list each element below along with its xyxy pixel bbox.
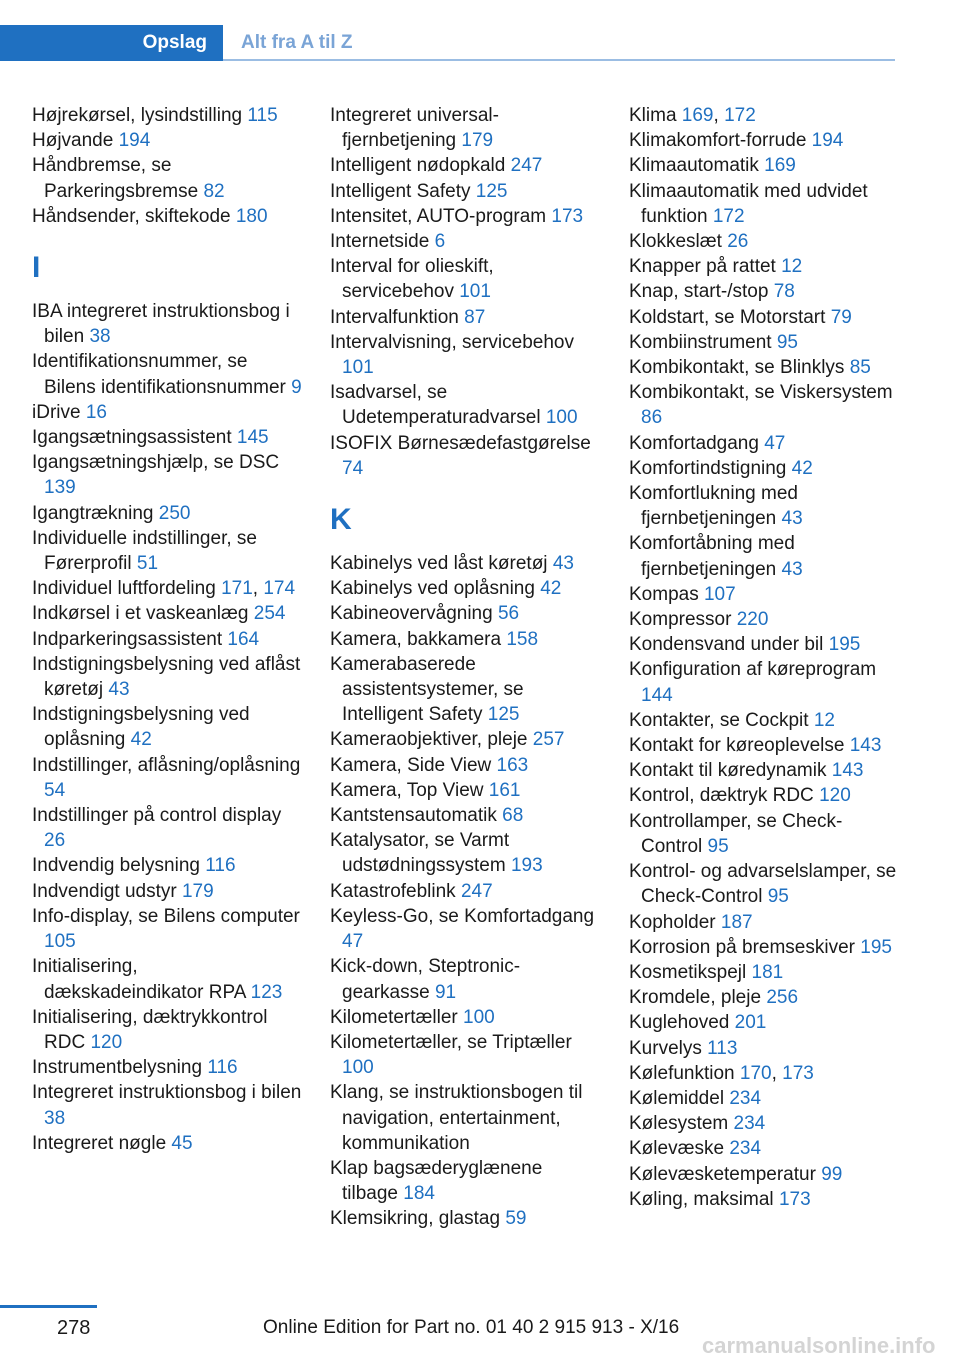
page-link[interactable]: 95 (707, 835, 729, 857)
index-entry (330, 179, 600, 204)
index-entry (32, 1055, 302, 1080)
entry-text: Kontakter, se Cockpit (629, 709, 809, 731)
index-entry (629, 128, 897, 153)
entry-text: Kølefunktion (629, 1062, 735, 1084)
page-link[interactable]: 187 (720, 911, 753, 933)
index-entry (629, 758, 897, 783)
page-link[interactable]: 195 (828, 634, 861, 656)
page-link[interactable]: 56 (497, 603, 520, 625)
entry-text: Indstillinger, aflåsning/oplåsning (32, 754, 301, 776)
page-link[interactable]: 68 (502, 805, 524, 827)
index-entry (629, 179, 897, 229)
entry-text: Kontrol- og advarselslamper, se Check-Control (629, 861, 897, 908)
index-entry (629, 1036, 897, 1061)
entry-text: Interval for olieskift, servicebehov (330, 256, 494, 303)
page-link[interactable]: 173 (782, 1062, 814, 1084)
page-link[interactable]: 120 (819, 785, 851, 807)
index-column-2 (330, 103, 600, 1232)
entry-text: Kameraobjektiver, pleje (330, 729, 528, 751)
entry-text: Kamera, bakkamera (330, 628, 502, 650)
entry-text: Kurvelys (629, 1037, 702, 1059)
page-link[interactable]: 234 (729, 1138, 762, 1160)
page-link[interactable]: 100 (463, 1006, 495, 1028)
page-link[interactable]: 139 (44, 477, 76, 499)
page-link[interactable]: 120 (90, 1031, 123, 1053)
entry-text: Indvendigt udstyr (32, 880, 177, 902)
index-entry (629, 1086, 897, 1111)
page-link[interactable]: 143 (831, 760, 864, 782)
entry-text: Klimakomfort-forrude (629, 130, 807, 152)
page-link[interactable]: 95 (776, 331, 798, 353)
page-link[interactable]: 254 (253, 603, 286, 625)
page-link[interactable]: 145 (236, 427, 269, 449)
index-entry (629, 733, 897, 758)
index-entry (629, 809, 897, 859)
index-entry (32, 803, 302, 853)
page-link[interactable]: 9 (291, 376, 302, 398)
entry-text: Initialisering, dæktrykkontrol RDC (32, 1006, 268, 1053)
index-entry (330, 601, 600, 626)
index-entry (32, 753, 302, 803)
index-entry (32, 879, 302, 904)
footer-accent-line (0, 1305, 97, 1308)
entry-text: Integreret universal-fjernbetjening (330, 105, 499, 152)
entry-text: Knap, start-/stop (629, 281, 769, 303)
entry-text: Integreret instruktionsbog i bilen (32, 1082, 302, 1104)
index-entry (330, 753, 600, 778)
entry-text: Korrosion på bremseskiver (629, 936, 855, 958)
index-entry (629, 254, 897, 279)
entry-text: Kopholder (629, 911, 716, 933)
page-link[interactable]: 87 (464, 306, 486, 328)
page-link[interactable]: 115 (247, 105, 278, 126)
page-link[interactable]: 173 (551, 205, 584, 227)
index-entry (32, 904, 302, 954)
page-link[interactable]: 125 (487, 704, 520, 726)
entry-text: Højvande (32, 130, 114, 152)
index-entry (32, 501, 302, 526)
entry-text: Intensitet, AUTO-program (330, 205, 547, 227)
index-entry (32, 204, 302, 229)
index-entry (330, 727, 600, 752)
index-entry: Klima 169, 172 (629, 105, 756, 126)
header-bar (0, 25, 895, 61)
page-link[interactable]: 193 (510, 855, 543, 877)
index-entry (330, 380, 600, 430)
index-entry (629, 632, 897, 657)
page-link[interactable]: 125 (475, 180, 508, 202)
entry-text: Komfortåbning med fjernbetjeningen (629, 533, 795, 580)
page-link[interactable]: 250 (158, 502, 191, 524)
index-entry: Individuel luftfordeling 171, 174 (32, 578, 296, 600)
index-entry (32, 1080, 302, 1130)
entry-text: Kabinelys ved låst køretøj (330, 553, 548, 575)
index-entry (629, 431, 897, 456)
index-entry (32, 627, 302, 652)
entry-text: Kabineovervågning (330, 603, 493, 625)
index-entry (629, 1136, 897, 1161)
entry-text: Intervalvisning, servicebehov (330, 331, 574, 353)
index-entry (629, 456, 897, 481)
edition-text: Online Edition for Part no. 01 40 2 915 913 - X/16 (263, 1317, 680, 1338)
index-entry (330, 330, 600, 380)
page-link[interactable]: 256 (766, 987, 799, 1009)
index-entry (629, 582, 897, 607)
entry-text: Keyless-Go, se Komfortadgang (330, 905, 595, 927)
index-column-1 (32, 103, 302, 1156)
page-link[interactable]: 179 (181, 880, 214, 902)
page-link[interactable]: 47 (764, 432, 786, 454)
index-entry (330, 305, 600, 330)
page-link[interactable]: 220 (736, 609, 769, 631)
page-link[interactable]: 143 (849, 735, 882, 757)
index-entry (330, 1005, 600, 1030)
entry-text: Kontakt til køredynamik (629, 760, 827, 782)
index-entry (32, 526, 302, 576)
entry-text: Internetside (330, 231, 430, 253)
page-link[interactable]: 42 (791, 457, 813, 479)
entry-text: Igangsætningsassistent (32, 427, 232, 449)
page-link[interactable]: 82 (203, 180, 225, 202)
index-entry (330, 1156, 600, 1206)
page-link[interactable]: 173 (778, 1188, 811, 1210)
entry-text: Knapper på rattet (629, 256, 776, 278)
index-entry (330, 1030, 600, 1080)
page-link[interactable]: 161 (488, 779, 521, 801)
index-entry (32, 153, 302, 203)
index-entry (330, 828, 600, 878)
page-link[interactable]: 74 (342, 457, 364, 479)
page-link[interactable]: 26 (44, 830, 66, 852)
index-entry (629, 279, 897, 304)
entry-text: Kondensvand under bil (629, 634, 824, 656)
page-link[interactable]: 47 (342, 931, 364, 953)
index-entry (330, 551, 600, 576)
header-rule (223, 59, 895, 61)
entry-text: ISOFIX Børnesædefastgørelse (330, 432, 591, 454)
index-entry (629, 657, 897, 707)
page-link[interactable]: 116 (205, 855, 236, 877)
page-link[interactable]: 42 (130, 729, 152, 751)
index-entry (32, 1131, 302, 1156)
page-link[interactable]: 79 (830, 306, 852, 328)
entry-text: iDrive (32, 401, 81, 423)
page-link[interactable]: 43 (781, 558, 803, 580)
index-entry (330, 627, 600, 652)
entry-text: Indstigningsbelysning ved aflåst køretøj (32, 653, 301, 701)
entry-text: Komfortadgang (629, 432, 759, 454)
entry-text: Kontrol, dæktryk RDC (629, 785, 814, 807)
page-link[interactable]: 172 (724, 105, 756, 126)
index-entry (32, 425, 302, 450)
entry-text: Info-display, se Bilens computer (32, 905, 300, 927)
page-link[interactable]: 91 (434, 981, 457, 1003)
entry-text: Kombikontakt, se Blinklys (629, 357, 845, 379)
page-link[interactable]: 85 (849, 357, 871, 379)
index-entry (629, 153, 897, 178)
index-entry (330, 153, 600, 178)
entry-text: Individuelle indstillinger, se Førerprofil (32, 527, 257, 575)
page-link[interactable]: 51 (136, 553, 159, 575)
entry-text: IBA integreret instruktionsbog i bilen (32, 301, 290, 348)
page-link[interactable]: 169 (764, 155, 796, 177)
index-entry (629, 985, 897, 1010)
index-entry (32, 299, 302, 349)
page-link[interactable]: 164 (227, 628, 260, 650)
page-link[interactable]: 180 (235, 205, 268, 227)
entry-text: Klang, se instruktionsbogen til navigation, entertainment, kommunikation (330, 1082, 583, 1154)
page-link[interactable]: 12 (813, 709, 835, 731)
page-link[interactable]: 43 (108, 679, 130, 701)
page-link[interactable]: 99 (821, 1163, 843, 1185)
entry-text: Håndbremse, se Parkeringsbremse (32, 155, 199, 202)
watermark: carmanualsonline.info (702, 1333, 936, 1358)
entry-text: Igangtrækning (32, 502, 154, 524)
index-entry (32, 702, 302, 752)
entry-text: Indvendig belysning (32, 855, 200, 877)
page-link[interactable]: 12 (781, 256, 803, 278)
entry-text: Håndsender, skiftekode (32, 205, 231, 227)
page-link[interactable]: 54 (44, 779, 66, 801)
page-link[interactable]: 179 (461, 130, 494, 152)
index-entry (629, 607, 897, 632)
entry-text: Katalysator, se Varmt udstødningssystem (330, 830, 510, 877)
entry-text: Kølemiddel (629, 1087, 725, 1109)
entry-text: Katastrofeblink (330, 880, 456, 902)
page-link[interactable]: 43 (552, 553, 574, 575)
page-link[interactable]: 101 (342, 357, 374, 379)
page-link[interactable]: 201 (734, 1012, 767, 1034)
page-link[interactable]: 234 (729, 1087, 762, 1109)
entry-text: Kombiinstrument (629, 331, 772, 353)
page-link[interactable]: 107 (703, 583, 736, 605)
entry-text: Kromdele, pleje (629, 987, 762, 1009)
page-link[interactable]: 38 (44, 1107, 66, 1129)
index-entry (629, 1010, 897, 1035)
page-link[interactable]: 59 (505, 1208, 527, 1230)
entry-text: Instrumentbelysning (32, 1057, 203, 1079)
page-link[interactable]: 42 (540, 578, 562, 600)
entry-text: Klap bagsæderyglænene tilbage (330, 1157, 543, 1205)
entry-text: Klima (629, 105, 677, 126)
index-entry (32, 450, 302, 500)
section-letter: I (32, 251, 41, 285)
entry-text: Kontrollamper, se Check-Control (629, 810, 843, 857)
page-link[interactable]: 169 (681, 105, 714, 126)
index-entry (32, 103, 302, 128)
index-entry (330, 1080, 600, 1156)
page-link[interactable]: 101 (459, 281, 491, 303)
entry-text: Indstillinger på control display (32, 805, 282, 827)
index-entry (629, 481, 897, 531)
entry-text: Kosmetikspejl (629, 961, 747, 983)
page-link[interactable]: 100 (545, 407, 578, 429)
page-link[interactable]: 45 (171, 1132, 193, 1154)
page-link[interactable]: 95 (767, 886, 789, 908)
entry-text: Kontakt for køreoplevelse (629, 735, 845, 757)
page-link[interactable]: 43 (781, 508, 803, 530)
page-link[interactable]: 16 (85, 401, 107, 423)
entry-text: Kølesystem (629, 1113, 729, 1135)
entry-text: Kompressor (629, 609, 732, 631)
page-link[interactable]: 194 (811, 130, 844, 152)
index-entry (330, 879, 600, 904)
index-entry (330, 1206, 600, 1231)
index-column-3 (629, 103, 897, 1212)
index-entry (330, 204, 600, 229)
page-link[interactable]: 257 (532, 729, 565, 751)
entry-text: Kombikontakt, se Viskersystem (629, 382, 893, 404)
entry-text: Indparkeringsassistent (32, 628, 223, 650)
page-link[interactable]: 170 (739, 1062, 772, 1084)
page-link[interactable]: 171 (221, 578, 253, 600)
entry-text: Koldstart, se Motorstart (629, 306, 826, 328)
entry-text: Kølevæsketemperatur (629, 1163, 816, 1185)
page-link[interactable]: 247 (510, 155, 543, 177)
entry-text: Klokkeslæt (629, 231, 722, 253)
entry-text: Køling, maksimal (629, 1188, 774, 1210)
entry-text: Klemsikring, glastag (330, 1208, 501, 1230)
index-entry (629, 935, 897, 960)
index-entry (629, 1187, 897, 1212)
entry-text: Intervalfunktion (330, 306, 459, 328)
index-entry (330, 229, 600, 254)
index-entry (330, 904, 600, 954)
entry-text: Kilometertæller (330, 1006, 458, 1028)
entry-text: Kamerabaserede assistentsystemer, se Intelligent Safety (330, 653, 524, 726)
entry-text: Klimaautomatik med udvidet funktion (629, 180, 868, 227)
index-entry (32, 400, 302, 425)
index-entry (629, 305, 897, 330)
entry-text: Kamera, Side View (330, 754, 492, 776)
entry-text: Kølevæske (629, 1138, 725, 1160)
index-entry (32, 1005, 302, 1055)
page-link[interactable]: 184 (403, 1183, 435, 1205)
index-entry (629, 708, 897, 733)
entry-text: Kompas (629, 583, 699, 605)
index-entry (32, 601, 302, 626)
index-entry (629, 531, 897, 581)
page-link[interactable]: 234 (733, 1113, 766, 1135)
entry-text: Intelligent Safety (330, 180, 471, 202)
index-entry (629, 330, 897, 355)
page-link[interactable]: 26 (727, 231, 749, 253)
index-entry (629, 380, 897, 430)
index-entry (330, 576, 600, 601)
page-link[interactable]: 174 (263, 578, 296, 600)
page-link[interactable]: 86 (641, 407, 663, 429)
entry-text: Igangsætningshjælp, se DSC (32, 452, 280, 474)
index-entry (330, 803, 600, 828)
entry-text: Konfiguration af køreprogram (629, 659, 877, 681)
entry-text: Kantstensautomatik (330, 805, 497, 827)
page-link[interactable]: 194 (118, 130, 151, 152)
tab-alt-fra-a-til-z[interactable]: Alt fra A til Z (241, 32, 353, 53)
entry-text: Komfortlukning med fjernbetjeningen (629, 483, 798, 530)
page-link[interactable]: 6 (434, 231, 446, 253)
page-number: 278 (57, 1317, 91, 1339)
page-link[interactable]: 113 (707, 1037, 738, 1059)
index-entry (32, 853, 302, 878)
index-entry (629, 355, 897, 380)
index-entry: Kølefunktion 170, 173 (629, 1062, 814, 1084)
index-entry (629, 1111, 897, 1136)
entry-text: Kabinelys ved oplåsning (330, 578, 535, 600)
index-entry (629, 1162, 897, 1187)
entry-text: Kilometertæller, se Triptæller (330, 1031, 572, 1053)
index-entry (32, 652, 302, 702)
page-link[interactable]: 38 (89, 326, 111, 348)
page-link[interactable]: 181 (751, 961, 784, 983)
page-link[interactable]: 105 (44, 931, 76, 953)
index-entry (330, 103, 600, 153)
index-entry (32, 954, 302, 1004)
entry-text: Højrekørsel, lysindstilling (32, 105, 243, 126)
index-entry (629, 960, 897, 985)
index-entry (330, 254, 600, 304)
entry-text: Indstigningsbelysning ved oplåsning (32, 704, 250, 751)
page-link[interactable]: 116 (207, 1057, 238, 1079)
entry-text: Intelligent nødopkald (330, 155, 506, 177)
entry-text: Isadvarsel, se Udetemperaturadvarsel (330, 382, 541, 429)
index-entry (629, 783, 897, 808)
index-entry (330, 954, 600, 1004)
entry-text: Kamera, Top View (330, 779, 484, 801)
entry-text: Initialisering, dækskadeindikator RPA (32, 956, 246, 1003)
page-link[interactable]: 78 (773, 281, 795, 303)
entry-text: Kuglehoved (629, 1012, 730, 1034)
page-link[interactable]: 247 (460, 880, 493, 902)
entry-text: Komfortindstigning (629, 457, 787, 479)
entry-text: Klimaautomatik (629, 155, 759, 177)
index-entry (629, 859, 897, 909)
index-entry (330, 431, 600, 481)
tab-opslag[interactable]: Opslag (0, 25, 223, 61)
entry-text: Identifikationsnummer, se Bilens identifikationsnummer (32, 351, 286, 398)
section-letter: K (330, 503, 352, 537)
index-entry (629, 910, 897, 935)
index-entry (330, 778, 600, 803)
page-link[interactable]: 123 (250, 981, 283, 1003)
index-entry (32, 128, 302, 153)
index-entry (629, 229, 897, 254)
page-link[interactable]: 163 (496, 754, 529, 776)
page-link[interactable]: 172 (712, 205, 745, 227)
entry-text: Indkørsel i et vaskeanlæg (32, 603, 249, 625)
page-link[interactable]: 144 (641, 684, 673, 706)
entry-text: Integreret nøgle (32, 1132, 167, 1154)
page-link[interactable]: 158 (506, 628, 539, 650)
index-entry (330, 652, 600, 728)
index-entry (32, 349, 302, 399)
page-link[interactable]: 195 (860, 936, 892, 958)
entry-text: Individuel luftfordeling (32, 578, 216, 600)
page-link[interactable]: 100 (342, 1057, 374, 1079)
entry-text: Kick-down, Steptronic-gearkasse (330, 956, 521, 1003)
